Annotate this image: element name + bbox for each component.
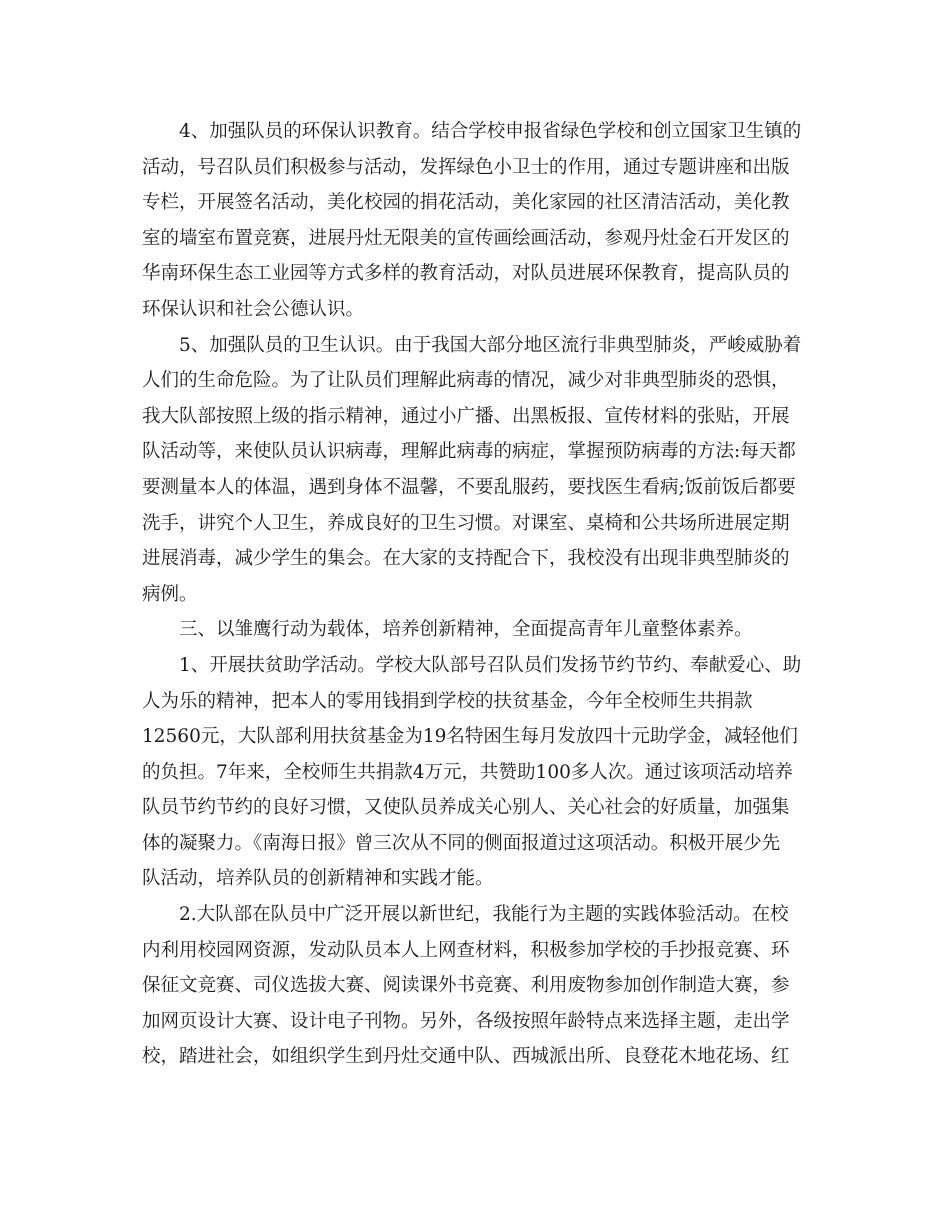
paragraph-hygiene-awareness [142, 328, 808, 613]
text-line: 洗手，讲究个人卫生，养成良好的卫生习惯。对课室、桌椅和公共场所进展定期 [142, 512, 790, 534]
text-line: 病例。 [142, 583, 198, 605]
text-line: 5、加强队员的卫生认识。由于我国大部分地区流行非典型肺炎，严峻威胁着 [179, 334, 802, 356]
text-line: 队员节约节约的良好习惯，又使队员养成关心别人、关心社会的好质量，加强集 [142, 797, 790, 819]
text-line: 12560元，大队部利用扶贫基金为19名特困生每月发放四十元助学金，减轻他们 [142, 726, 798, 748]
text-line: 队活动，培养队员的创新精神和实践才能。 [142, 868, 494, 890]
text-line: 校，踏进社会，如组织学生到丹灶交通中队、西城派出所、良登花木地花场、红 [142, 1046, 790, 1068]
text-line: 保征文竞赛、司仪选拔大赛、阅读课外书竞赛、利用废物参加创作制造大赛，参 [142, 975, 790, 997]
text-line: 2.大队部在队员中广泛开展以新世纪，我能行为主题的实践体验活动。在校 [179, 904, 789, 926]
text-line: 加网页设计大赛、设计电子刊物。另外，各级按照年龄特点来选择主题，走出学 [142, 1010, 790, 1032]
text-line: 4、加强队员的环保认识教育。结合学校申报省绿色学校和创立国家卫生镇的 [179, 121, 802, 142]
paragraph-environmental-education [142, 114, 808, 328]
text-line: 人们的生命危险。为了让队员们理解此病毒的情况，减少对非典型肺炎的恐惧， [142, 370, 790, 392]
text-line: 专栏，开展签名活动，美化校园的捐花活动，美化家园的社区清洁活动，美化教 [142, 192, 790, 214]
text-line: 室的墙室布置竞赛，进展丹灶无限美的宣传画绘画活动，参观丹灶金石开发区的 [142, 227, 790, 249]
paragraph-practice-activities [142, 897, 808, 1075]
text-line: 活动，号召队员们积极参与活动，发挥绿色小卫士的作用，通过专题讲座和出版 [142, 156, 790, 178]
text-line: 华南环保生态工业园等方式多样的教育活动，对队员进展环保教育，提高队员的 [142, 263, 790, 285]
heading-line: 三、以雏鹰行动为载体，培养创新精神，全面提高青年儿童整体素养。 [179, 619, 753, 641]
text-line: 内利用校园网资源，发动队员本人上网查材料，积极参加学校的手抄报竞赛、环 [142, 939, 790, 961]
text-line: 体的凝聚力。《南海日报》曾三次从不同的侧面报道过这项活动。积极开展少先 [142, 832, 781, 854]
text-line: 1、开展扶贫助学活动。学校大队部号召队员们发扬节约节约、奉献爱心、助 [179, 654, 802, 676]
text-line: 进展消毒，减少学生的集会。在大家的支持配合下，我校没有出现非典型肺炎的 [142, 548, 790, 570]
document-page [142, 114, 808, 1075]
text-line: 环保认识和社会公德认识。 [142, 298, 365, 320]
text-line: 要测量本人的体温，遇到身体不温馨，不要乱服药，要找医生看病;饭前饭后都要 [142, 476, 796, 498]
paragraph-poverty-aid [142, 648, 808, 897]
text-line: 我大队部按照上级的指示精神，通过小广播、出黑板报、宣传材料的张贴，开展 [142, 405, 790, 427]
section-heading-three [142, 612, 808, 648]
text-line: 人为乐的精神，把本人的零用钱捐到学校的扶贫基金，今年全校师生共捐款 [142, 690, 753, 712]
text-line: 的负担。7年来，全校师生共捐款4万元，共赞助100多人次。通过该项活动培养 [142, 761, 793, 783]
text-line: 队活动等，来使队员认识病毒，理解此病毒的病症，掌握预防病毒的方法:每天都 [142, 441, 796, 463]
